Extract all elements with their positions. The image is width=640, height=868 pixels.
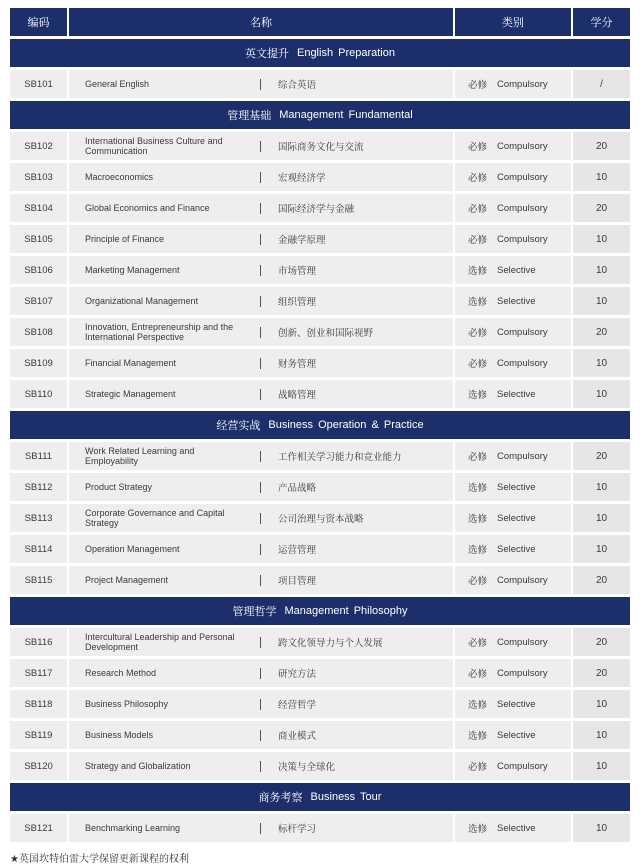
course-credit: 10 — [573, 473, 630, 501]
course-type-cn: 选修 — [468, 824, 488, 835]
course-code: SB116 — [10, 628, 67, 656]
course-type-cell — [455, 380, 571, 408]
name-separator — [260, 358, 261, 369]
course-name-cn: 产品战略 — [278, 483, 317, 494]
course-type-cn: 选修 — [468, 700, 488, 711]
name-separator — [260, 234, 261, 245]
course-name-en: Corporate Governance and Capital Strategy — [85, 508, 225, 528]
section-header — [10, 411, 630, 439]
course-type-cell — [455, 70, 571, 98]
name-separator — [260, 327, 261, 338]
course-type-en: Selective — [497, 295, 536, 307]
course-name-cn: 市场管理 — [278, 266, 317, 277]
course-type-cell — [455, 628, 571, 656]
course-type-en: Compulsory — [497, 140, 548, 152]
course-type-en: Compulsory — [497, 760, 548, 772]
course-type-en: Selective — [497, 264, 536, 276]
course-name-en: Marketing Management — [85, 265, 180, 275]
course-name-en: Financial Management — [85, 358, 177, 368]
course-type-cell — [455, 659, 571, 687]
name-separator — [260, 79, 261, 90]
course-row — [0, 721, 640, 749]
course-row — [0, 194, 640, 222]
course-name-cell — [69, 225, 453, 253]
course-type-en: Compulsory — [497, 233, 548, 245]
course-credit: 10 — [573, 814, 630, 842]
course-credit: 20 — [573, 318, 630, 346]
course-name-cell — [69, 163, 453, 191]
name-separator — [260, 730, 261, 741]
course-name-cn: 商业模式 — [278, 731, 317, 742]
course-code: SB115 — [10, 566, 67, 594]
name-separator — [260, 823, 261, 834]
course-name-cn: 国际经济学与金融 — [278, 204, 355, 215]
course-credit: 20 — [573, 194, 630, 222]
course-name-cell — [69, 132, 453, 160]
course-name-en: Strategic Management — [85, 389, 176, 399]
course-name-cell — [69, 566, 453, 594]
header-name: 名称 — [69, 8, 453, 36]
course-name-cn: 经营哲学 — [278, 700, 317, 711]
course-type-cn: 必修 — [468, 204, 488, 215]
course-name-en: General English — [85, 79, 150, 89]
course-row — [0, 256, 640, 284]
name-separator — [260, 172, 261, 183]
course-name-cn: 跨文化领导力与个人发展 — [278, 638, 383, 649]
course-name-cn: 国际商务文化与交流 — [278, 142, 364, 153]
course-name-cn: 工作相关学习能力和竞业能力 — [278, 452, 402, 463]
course-name-en: Project Management — [85, 575, 169, 585]
course-row — [0, 225, 640, 253]
course-row — [0, 535, 640, 563]
name-separator — [260, 544, 261, 555]
course-credit: 10 — [573, 504, 630, 532]
course-type-cell — [455, 287, 571, 315]
section-header — [10, 39, 630, 67]
course-type-cell — [455, 721, 571, 749]
section-header — [10, 101, 630, 129]
course-type-cn: 必修 — [468, 762, 488, 773]
course-name-cell — [69, 380, 453, 408]
course-type-cell — [455, 814, 571, 842]
course-type-cell — [455, 504, 571, 532]
section-title-en: Management Fundamental — [279, 109, 413, 121]
course-name-cn: 项目管理 — [278, 576, 317, 587]
course-name-cn: 财务管理 — [278, 359, 317, 370]
course-credit: 10 — [573, 690, 630, 718]
course-code: SB107 — [10, 287, 67, 315]
course-code: SB114 — [10, 535, 67, 563]
course-type-cell — [455, 442, 571, 470]
course-code: SB111 — [10, 442, 67, 470]
course-type-en: Compulsory — [497, 636, 548, 648]
course-type-cn: 必修 — [468, 142, 488, 153]
course-name-cell — [69, 194, 453, 222]
course-type-cell — [455, 349, 571, 377]
course-credit: 20 — [573, 132, 630, 160]
course-row — [0, 566, 640, 594]
course-name-en: Intercultural Leadership and Personal Development — [85, 632, 235, 652]
course-code: SB110 — [10, 380, 67, 408]
course-type-cell — [455, 473, 571, 501]
course-type-en: Selective — [497, 543, 536, 555]
footnote: ★英国坎特伯雷大学保留更新课程的权利 — [10, 854, 189, 865]
name-separator — [260, 761, 261, 772]
course-name-en: Principle of Finance — [85, 234, 165, 244]
course-row — [0, 690, 640, 718]
course-row — [0, 287, 640, 315]
course-name-cell — [69, 70, 453, 98]
course-row — [0, 473, 640, 501]
course-name-en: Organizational Management — [85, 296, 199, 306]
course-code: SB108 — [10, 318, 67, 346]
course-name-cell — [69, 256, 453, 284]
name-separator — [260, 699, 261, 710]
course-type-cn: 选修 — [468, 514, 488, 525]
course-name-en: International Business Culture and Communication — [85, 136, 223, 156]
course-name-cn: 标杆学习 — [278, 824, 317, 835]
section-title-en: Business Operation & Practice — [268, 419, 424, 431]
course-type-en: Compulsory — [497, 450, 548, 462]
course-name-en: Innovation, Entrepreneurship and the International Perspective — [85, 322, 234, 342]
course-type-en: Selective — [497, 388, 536, 400]
course-type-cn: 选修 — [468, 545, 488, 556]
course-row — [0, 814, 640, 842]
course-name-cn: 运营管理 — [278, 545, 317, 556]
course-name-cell — [69, 814, 453, 842]
section-title-cn: 管理哲学 — [232, 606, 277, 618]
course-credit: / — [573, 70, 630, 98]
course-code: SB118 — [10, 690, 67, 718]
header-credit: 学分 — [573, 8, 630, 36]
course-type-cell — [455, 163, 571, 191]
course-name-cn: 创新、创业和国际视野 — [278, 328, 374, 339]
course-row — [0, 628, 640, 656]
course-row — [0, 442, 640, 470]
course-type-cell — [455, 256, 571, 284]
course-name-cn: 研究方法 — [278, 669, 317, 680]
course-credit: 10 — [573, 349, 630, 377]
section-title-cn: 经营实战 — [216, 420, 261, 432]
name-separator — [260, 637, 261, 648]
course-name-cell — [69, 287, 453, 315]
name-separator — [260, 265, 261, 276]
course-name-en: Business Models — [85, 730, 154, 740]
course-name-cell — [69, 349, 453, 377]
course-code: SB113 — [10, 504, 67, 532]
course-credit: 10 — [573, 380, 630, 408]
course-type-cn: 必修 — [468, 638, 488, 649]
course-credit: 10 — [573, 752, 630, 780]
course-name-cn: 综合英语 — [278, 80, 317, 91]
course-credit: 10 — [573, 721, 630, 749]
name-separator — [260, 451, 261, 462]
course-name-en: Global Economics and Finance — [85, 203, 210, 213]
course-type-cn: 必修 — [468, 173, 488, 184]
course-type-cn: 选修 — [468, 297, 488, 308]
course-type-cell — [455, 690, 571, 718]
course-type-cn: 必修 — [468, 80, 488, 91]
name-separator — [260, 141, 261, 152]
section-title-en: English Preparation — [296, 47, 395, 59]
course-name-cell — [69, 442, 453, 470]
course-credit: 20 — [573, 628, 630, 656]
course-type-cell — [455, 225, 571, 253]
course-name-en: Research Method — [85, 668, 157, 678]
course-credit: 10 — [573, 163, 630, 191]
course-name-cell — [69, 690, 453, 718]
course-name-en: Macroeconomics — [85, 172, 154, 182]
course-type-cell — [455, 535, 571, 563]
course-name-cell — [69, 504, 453, 532]
course-name-cn: 决策与全球化 — [278, 762, 336, 773]
course-row — [0, 659, 640, 687]
course-code: SB119 — [10, 721, 67, 749]
course-type-en: Compulsory — [497, 667, 548, 679]
course-type-cn: 选修 — [468, 266, 488, 277]
course-credit: 10 — [573, 287, 630, 315]
course-name-cn: 公司治理与资本战略 — [278, 514, 364, 525]
course-name-en: Benchmarking Learning — [85, 823, 181, 833]
course-type-en: Compulsory — [497, 574, 548, 586]
course-type-en: Selective — [497, 481, 536, 493]
course-type-en: Selective — [497, 512, 536, 524]
section-title-cn: 商务考察 — [258, 792, 303, 804]
course-name-cell — [69, 628, 453, 656]
course-credit: 10 — [573, 225, 630, 253]
course-name-cn: 战略管理 — [278, 390, 317, 401]
course-name-cell — [69, 752, 453, 780]
course-type-cn: 必修 — [468, 359, 488, 370]
course-type-cn: 选修 — [468, 731, 488, 742]
course-type-en: Selective — [497, 698, 536, 710]
course-code: SB105 — [10, 225, 67, 253]
course-type-cn: 必修 — [468, 576, 488, 587]
course-row — [0, 380, 640, 408]
course-type-en: Selective — [497, 822, 536, 834]
section-title-en: Business Tour — [310, 791, 382, 803]
header-code: 编码 — [10, 8, 67, 36]
course-name-cn: 金融学原理 — [278, 235, 326, 246]
course-type-en: Compulsory — [497, 171, 548, 183]
course-name-cn: 组织管理 — [278, 297, 317, 308]
course-type-cell — [455, 752, 571, 780]
course-name-cell — [69, 473, 453, 501]
course-type-en: Compulsory — [497, 78, 548, 90]
name-separator — [260, 389, 261, 400]
course-type-en: Compulsory — [497, 326, 548, 338]
course-name-en: Business Philosophy — [85, 699, 169, 709]
course-type-en: Compulsory — [497, 357, 548, 369]
course-row — [0, 349, 640, 377]
course-name-cell — [69, 721, 453, 749]
header-type: 类别 — [455, 8, 571, 36]
course-name-en: Strategy and Globalization — [85, 761, 191, 771]
name-separator — [260, 575, 261, 586]
course-credit: 10 — [573, 256, 630, 284]
section-title-cn: 管理基础 — [227, 110, 272, 122]
course-name-cn: 宏观经济学 — [278, 173, 326, 184]
course-type-cell — [455, 132, 571, 160]
course-type-cell — [455, 566, 571, 594]
course-code: SB106 — [10, 256, 67, 284]
course-type-en: Compulsory — [497, 202, 548, 214]
name-separator — [260, 203, 261, 214]
course-code: SB102 — [10, 132, 67, 160]
course-type-en: Selective — [497, 729, 536, 741]
section-header — [10, 783, 630, 811]
course-code: SB121 — [10, 814, 67, 842]
course-type-cn: 选修 — [468, 483, 488, 494]
course-code: SB101 — [10, 70, 67, 98]
section-title-cn: 英文提升 — [244, 48, 289, 60]
course-row — [0, 504, 640, 532]
course-code: SB120 — [10, 752, 67, 780]
course-name-en: Product Strategy — [85, 482, 153, 492]
course-type-cn: 必修 — [468, 452, 488, 463]
course-code: SB104 — [10, 194, 67, 222]
course-credit: 20 — [573, 659, 630, 687]
course-type-cn: 必修 — [468, 328, 488, 339]
course-row — [0, 318, 640, 346]
course-row — [0, 70, 640, 98]
course-name-cell — [69, 318, 453, 346]
course-type-cn: 选修 — [468, 390, 488, 401]
course-credit: 20 — [573, 442, 630, 470]
course-code: SB112 — [10, 473, 67, 501]
course-type-cn: 必修 — [468, 669, 488, 680]
course-row — [0, 163, 640, 191]
section-header — [10, 597, 630, 625]
table-header — [0, 8, 640, 36]
course-type-cn: 必修 — [468, 235, 488, 246]
course-type-cell — [455, 318, 571, 346]
course-name-cell — [69, 535, 453, 563]
course-code: SB117 — [10, 659, 67, 687]
section-title-en: Management Philosophy — [284, 605, 408, 617]
course-credit: 20 — [573, 566, 630, 594]
name-separator — [260, 482, 261, 493]
course-name-en: Work Related Learning and Employability — [85, 446, 195, 466]
course-code: SB103 — [10, 163, 67, 191]
course-name-en: Operation Management — [85, 544, 180, 554]
course-credit: 10 — [573, 535, 630, 563]
course-code: SB109 — [10, 349, 67, 377]
name-separator — [260, 668, 261, 679]
course-name-cell — [69, 659, 453, 687]
course-type-cell — [455, 194, 571, 222]
course-row — [0, 132, 640, 160]
name-separator — [260, 296, 261, 307]
course-row — [0, 752, 640, 780]
name-separator — [260, 513, 261, 524]
